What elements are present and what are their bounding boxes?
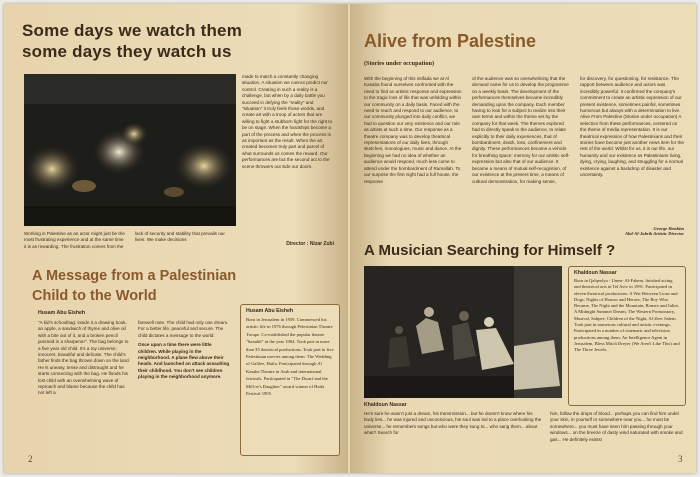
bio-text-khaldoun: Born in Qalqeelya - Umm- Al-Fahem, finished acting and theatrical arts in Tel Aviv in 1991. Participated in eleven theatrical productions: A War Between Lions and Dogs, Nights of Houses and Heroes, The Boy Who Became, The Night and the Mountain, Romeo and Juliet, A Midnight Summer Dream, The Western Promontory, Musical, Saltpee, Children of the Night, Al-Zeer Salem. Took part in numerous cultural and artistic evenings. Participated in a number of cinematic and television productions among them: An Intelligence Agent in Jerusalem, Bless Mitch Dreyer (We Aren't Like This) and The Three Jewels. [574, 278, 680, 353]
musician-photo-image [364, 266, 562, 398]
child-story-col2 [138, 320, 230, 384]
child-story-note: farewell note. The child had only one dream. For a better life, peaceful and secure. The child dictates a message to the world: [138, 320, 229, 338]
photo-caption: Working in Palestine as an actor might just be the most frustrating experience and at the same time it is as rewarding. The frustration comes from the lack of security and stability that prevails our lives. We make decisions [24, 231, 225, 249]
magazine-spread [4, 4, 696, 473]
right-page [350, 4, 696, 473]
child-story-message: Once upon a time there were little children. While playing in the neighborhood. A plane flew above their heads. And launched an attack assaulting their childhood. You don't see children playing in the neighborhood anymore. [138, 342, 230, 380]
photo-caption-name: Khaldoun Nassar [364, 402, 407, 408]
bio-box-khaldoun [568, 266, 686, 406]
page-number-right: 3 [678, 454, 683, 464]
musician-caption-col1: He's sure he wasn't just a dream, his transmission... but he doesn't know where his body lies... he was injured and unconscious, his soul was led to a place overlooking the universe... he remembers songs but who were they sung to... who sang them... about what? Search for [364, 411, 542, 436]
alive-col3: for discovery, for questioning, for resistance. The rapport between audience and actors was incredibly powerful. It confirmed the company's commitment to create an artistic expression of our present existence, sometimes painful, sometimes humorous but always with a determination to live. Alive From Palestine (Stories under occupation) A selection from these performances, centered on the theme of media representation. It is our theatrical expression of how Palestinians and their stories have become just another news item for the rest of the world. Whilst for us, it is our life, our humanity and our existence as Palestinians living, dying, crying, laughing, and struggling for a normal existence against a backdrop of disaster and uncertainty. [580, 76, 684, 178]
director-credit: Director : Nizar Zubi [286, 241, 334, 247]
left-page [4, 4, 348, 473]
page-number-left: 2 [28, 454, 33, 464]
article-column: made to match a constantly changing situation. A situation we cannot predict nor control. Creating in such a reality is a challenge, but when by a daily battle you succeed in defying the "reality" and "situation" it truly feels those worlds, and create art with a troop of actors that are willing to fight a stubborn fight for the right to be on stage. When the hardships become a part of the process and when the process is as important as the result. When the art created becomes truly part and parcel of what surrounds us comes the reward. Our performances are but the second act to the scene throwers out side our doors. [242, 74, 333, 169]
bio-name-khaldoun: Khaldoun Nassar [574, 270, 617, 276]
musician-photo [364, 266, 562, 398]
headline-watch: Some days we watch them some days they watch us [22, 21, 243, 61]
subheadline: (Stories under occupation) [364, 60, 435, 67]
musician-headline: A Musician Searching for Himself ? [364, 242, 616, 259]
alive-credit: George Ibrahim Abd-Al-Jabrik Artistic Director [624, 226, 684, 236]
alive-col2: of the audience was so overwhelming that the demand came for us to develop the programme on a weekly basis. The development of the performances themselves became incredibly demanding upon the company. Each member having to look for a subject to realize into their own terms and within the theme set by the company for that week. The themes explored had to directly speak to the audience, to relate explicitly to their daily experiences, that of bombardment, death, loss, confinement and dignity. These performances became a vehicle for breathing space; memory for our artistic self-expression but also that of our audience. It became a means of mutual self-recognition, of our existence at the present time, a means of cultural demonstration, for making sense, [472, 76, 570, 184]
theatre-photo-image [24, 74, 236, 226]
musician-caption-col2: him, follow the drops of blood... perhaps you can find him under your skin, in yourself or somewhere near you... he must be somewhere... you must have seen him passing through your windows... on the breeze of dusty wind saturated with smoke and gas... He definitely exists! [550, 411, 683, 442]
theatre-photo [24, 74, 236, 226]
headline-alive: Alive from Palestine [364, 31, 537, 51]
child-story-col1: "A kid's schoolbag: inside it a drawing book, an apple, a sandwich of thyme and olive oil with a bite out of it, and a broken pencil jammed in a sharpener". The bag belongs to a five year old child. It's a toy universe; innocent, beautiful and delicate. The child's father finds the bag thrown down on the land. He is uneasy, tense and distraught and he starts connecting with the bag. He floods his lost child with an overwhelming wave of reproach and blame because the child has not left a [38, 320, 130, 396]
bio-name-husam: Husam Abu Eisheh [246, 308, 294, 314]
child-author: Husam Abu Eisheh [38, 310, 86, 316]
bio-box-husam [240, 304, 340, 456]
child-headline: A Message from a Palestinian Child to the World [32, 268, 237, 304]
bio-text-husam: Born in Jerusalem in 1959. Commenced his artistic life in 1976 through Pelestinian Theatre Troupe. Co-established the popular theatre "Sanabil" in the year 1984. Took part in more than 35 theatrical productions. Took part in five Palestinian movies among them: The Wedding of Galilee, Haifa. Participated through Al Kasaba Theatre in Arab and international festivals. Participated in "The Dwarf and the Mill-er's Daughter" award winner of Haifa Festival 1995. [246, 317, 334, 397]
alive-col1: With the beginning of this intifada we at Al Kasaba found ourselves confronted with the need to find an artistic response and expression to the tragic loss of life that was unfolding within our community on a daily basis. Faced with the need to reach and respond to our audience, to our community plunged into daily conflict, we had to question our very existence and our role as artists at such a time. Our response as a theatre company was to develop theatrical representations of our daily lives, through sketches, monologues, music and dance. At the beginning we had no idea of whether an audience would respond, much less come to attend under the bombardment of Ramallah. To our surprise the first night had a full house, the response [364, 76, 462, 184]
